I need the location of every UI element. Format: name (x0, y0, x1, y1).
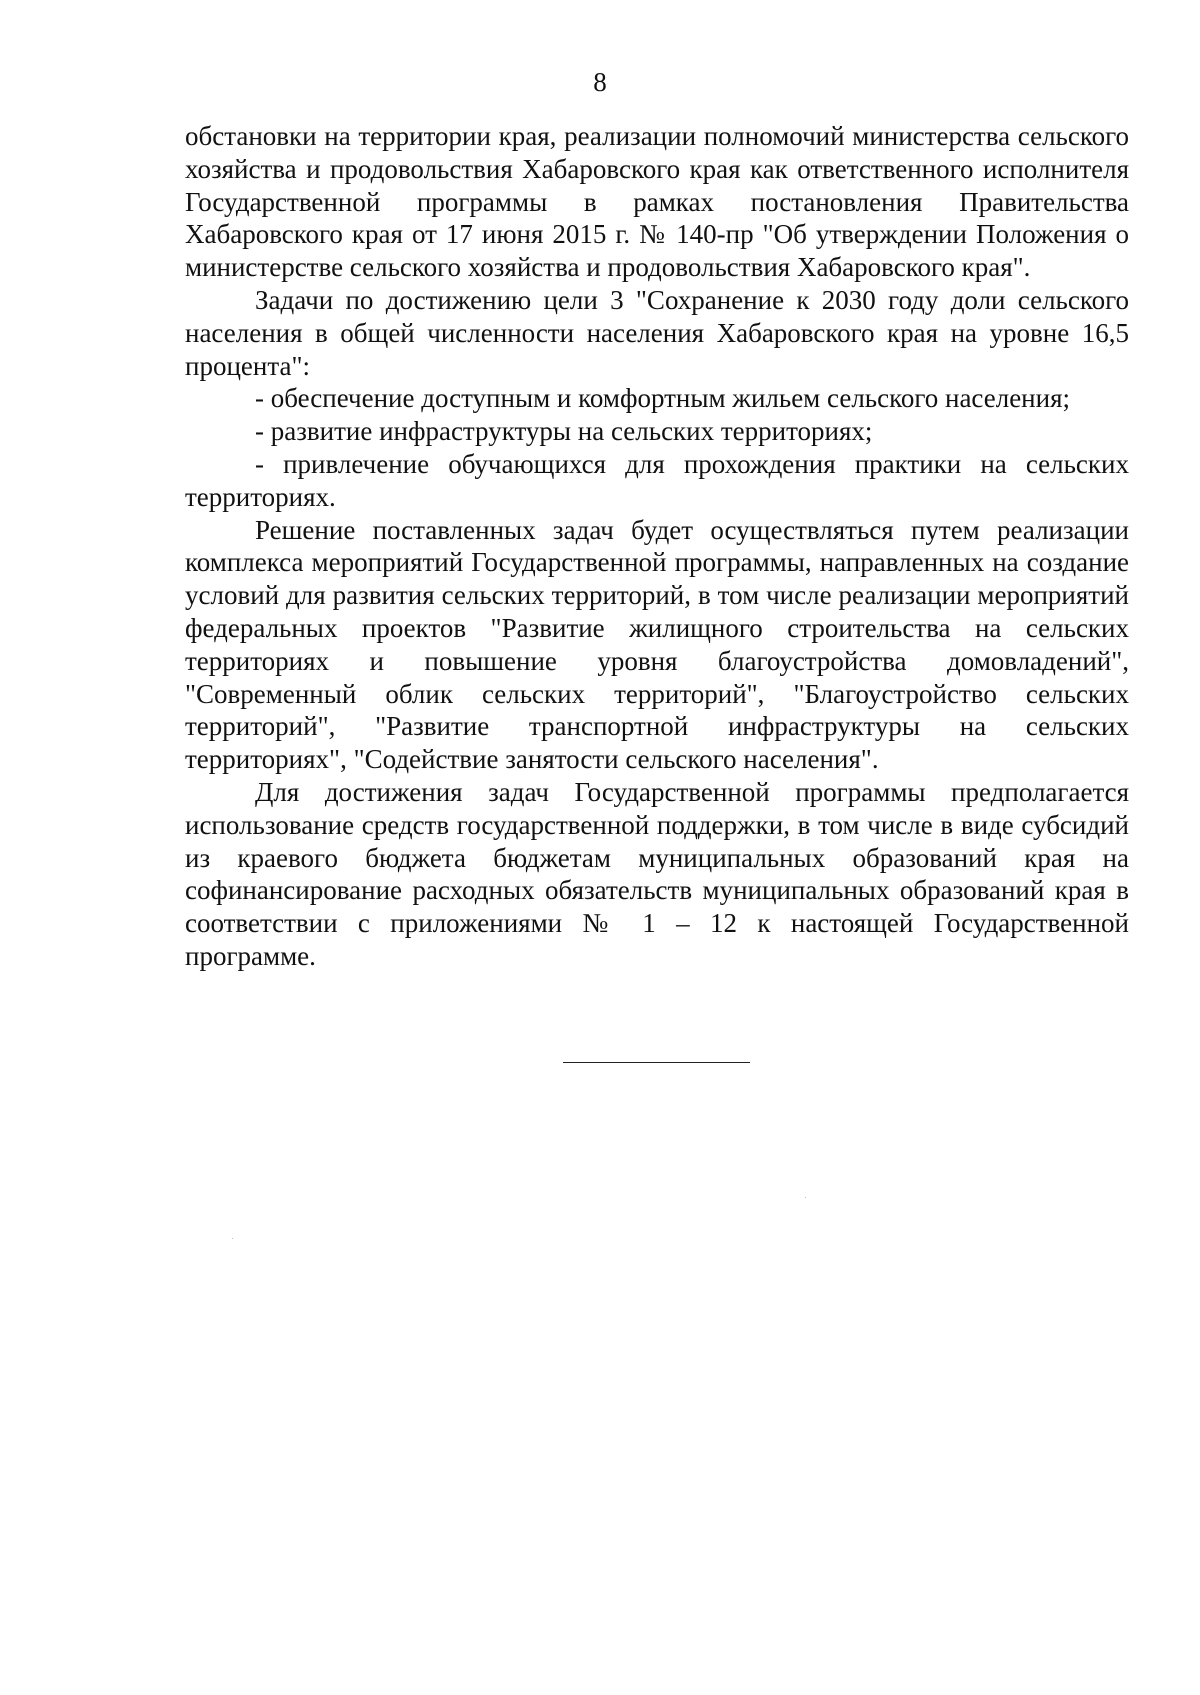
scan-speck (805, 1197, 806, 1198)
scan-speck (232, 1238, 233, 1239)
document-body (185, 120, 1129, 973)
page-number: 8 (593, 67, 607, 97)
paragraph-continuation: обстановки на территории края, реализации полномочий министерства сельского хозяйства и продовольствия Хабаровского края как ответственного исполнителя Государственной программы в рамках постановления Правительства Хабаровского края от 17 июня 2015 г. № 140-пр "Об утверждении Положения о министерстве сельского хозяйства и продовольствия Хабаровского края". (185, 121, 1129, 283)
list-item-infrastructure: - развитие инфраструктуры на сельских территориях; (255, 416, 873, 447)
end-of-text-rule (563, 1062, 750, 1063)
paragraph-solution: Решение поставленных задач будет осуществляться путем реализации комплекса мероприятий Государственной программы, направленных на создание условий для развития сельских территорий, в том числе реализации мероприятий федеральных проектов "Развитие жилищного строительства на сельских территориях и повышение уровня благоустройства домовладений", "Современный облик сельских территорий", "Благоустройство сельских территорий", "Развитие транспортной инфраструктуры на сельских территориях", "Содействие занятости сельского населения". (185, 514, 1129, 775)
paragraph-funding: Для достижения задач Государственной программы предполагается использование средств государственной поддержки, в том числе в виде субсидий из краевого бюджета бюджетам муниципальных образований края на софинансирование расходных обязательств муниципальных образований края в соответствии с приложениями № 1 – 12 к настоящей Государственной программе. (185, 776, 1129, 971)
list-item-housing: - обеспечение доступным и комфортным жильем сельского населения; (255, 383, 1070, 414)
paragraph-goal-3-tasks: Задачи по достижению цели 3 "Сохранение к 2030 году доли сельского населения в общей численности населения Хабаровского края на уровне 16,5 процента": (185, 284, 1129, 381)
list-item-practice: - привлечение обучающихся для прохождения практики на сельских территориях. (185, 448, 1129, 512)
